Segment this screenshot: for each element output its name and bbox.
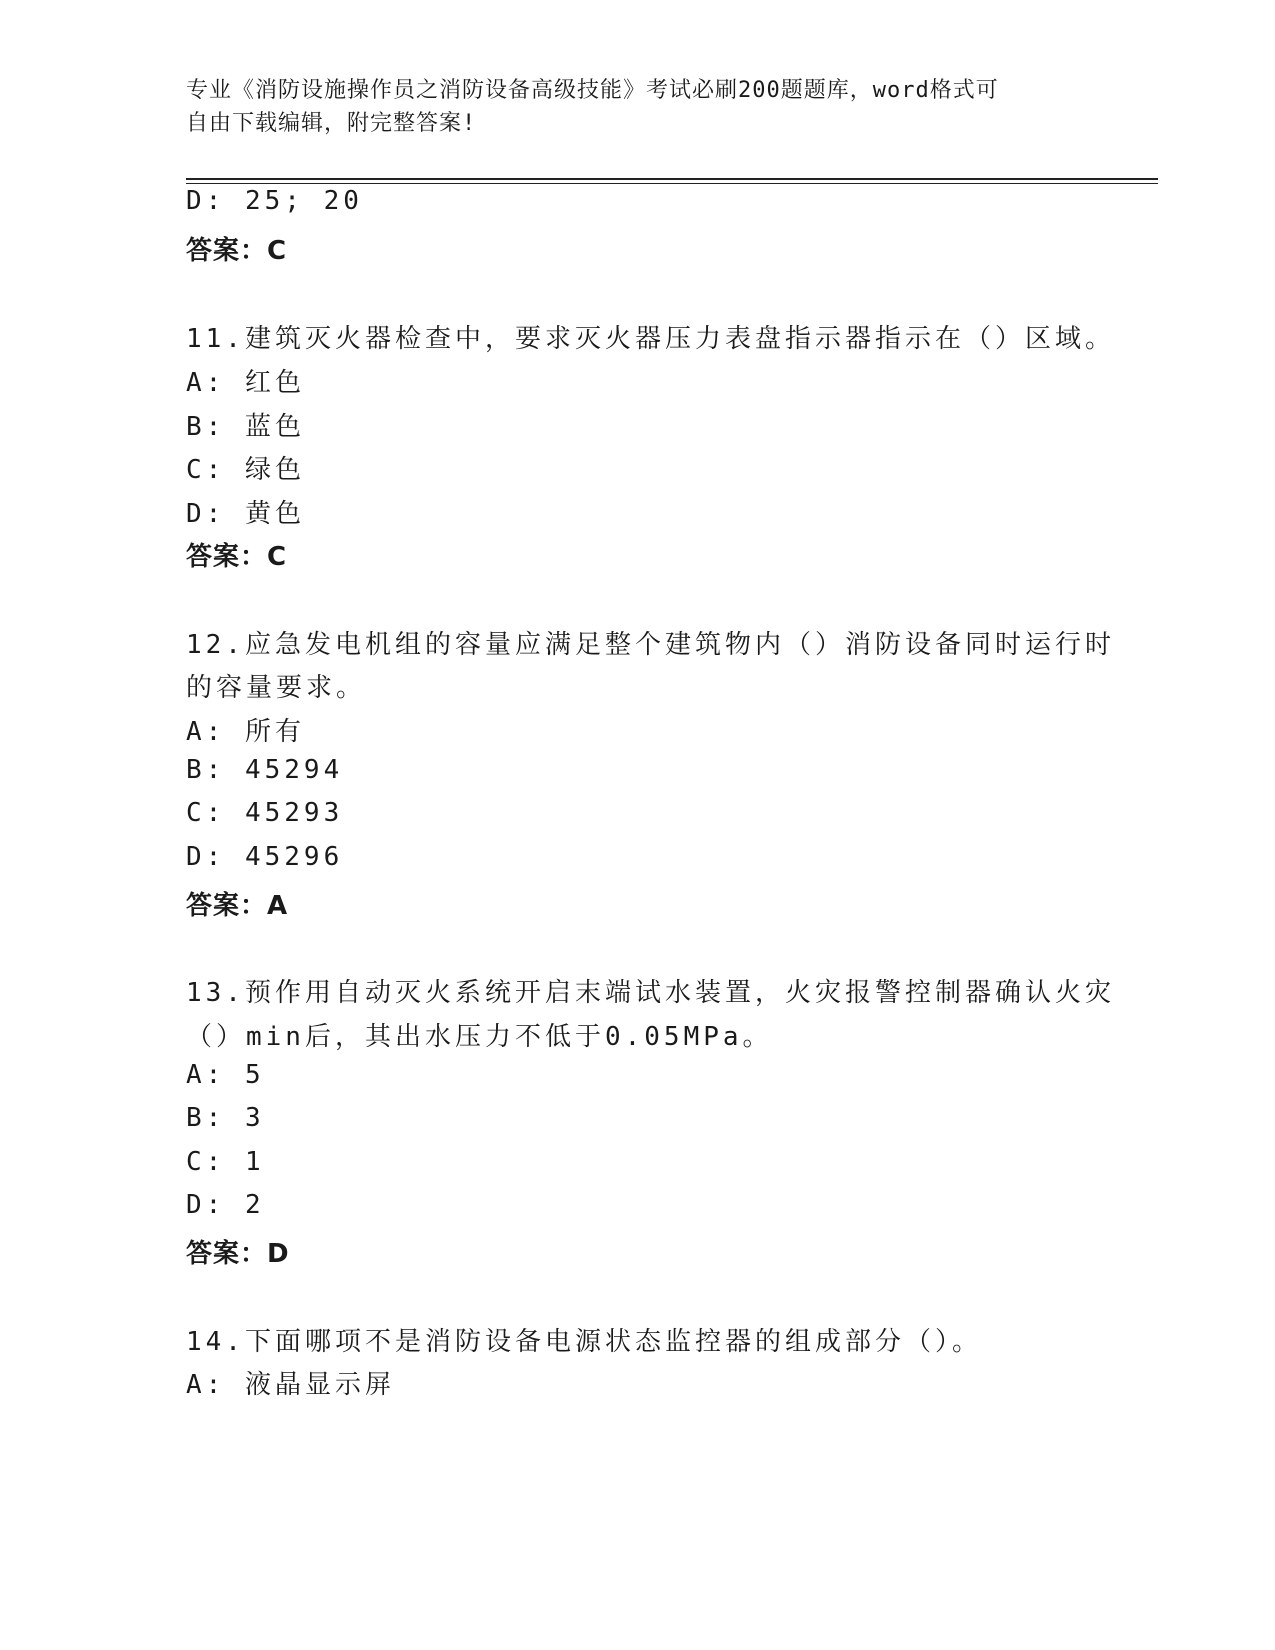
q12-stem-line-2: 的容量要求。 — [186, 673, 367, 703]
q12-answer: 答案：A — [186, 891, 289, 921]
q13-stem-line-1: 13.预作用自动灭火系统开启末端试水装置，火灾报警控制器确认火灾 — [186, 978, 1115, 1008]
q12-option-b: B: 45294 — [186, 755, 344, 785]
q11-option-c: C: 绿色 — [186, 455, 305, 485]
q13-option-b: B: 3 — [186, 1103, 265, 1133]
document-header — [186, 74, 1066, 140]
header-divider-thin — [186, 183, 1158, 184]
q13-option-a: A: 5 — [186, 1060, 265, 1090]
q13-stem-line-2: （）min后，其出水压力不低于0.05MPa。 — [186, 1022, 773, 1052]
q11-option-d: D: 黄色 — [186, 499, 305, 529]
q12-option-d: D: 45296 — [186, 842, 344, 872]
q11-answer: 答案：C — [186, 542, 288, 572]
q12-option-a: A: 所有 — [186, 717, 305, 747]
q11-option-a: A: 红色 — [186, 368, 305, 398]
q14-option-a: A: 液晶显示屏 — [186, 1370, 395, 1400]
header-line-1: 专业《消防设施操作员之消防设备高级技能》考试必刷200题题库，word格式可 — [186, 78, 999, 103]
q11-option-b: B: 蓝色 — [186, 412, 305, 442]
header-line-2: 自由下载编辑，附完整答案! — [186, 111, 477, 136]
q12-stem-line-1: 12.应急发电机组的容量应满足整个建筑物内（）消防设备同时运行时 — [186, 630, 1115, 660]
q11-stem: 11.建筑灭火器检查中，要求灭火器压力表盘指示器指示在（）区域。 — [186, 324, 1115, 354]
header-divider-thick — [186, 178, 1158, 180]
q14-stem: 14.下面哪项不是消防设备电源状态监控器的组成部分（）。 — [186, 1327, 982, 1357]
q13-option-d: D: 2 — [186, 1190, 265, 1220]
prev-answer: 答案：C — [186, 236, 288, 266]
q13-answer: 答案：D — [186, 1239, 290, 1269]
q12-option-c: C: 45293 — [186, 798, 344, 828]
q13-option-c: C: 1 — [186, 1147, 265, 1177]
prev-option-d: D: 25; 20 — [186, 186, 363, 216]
